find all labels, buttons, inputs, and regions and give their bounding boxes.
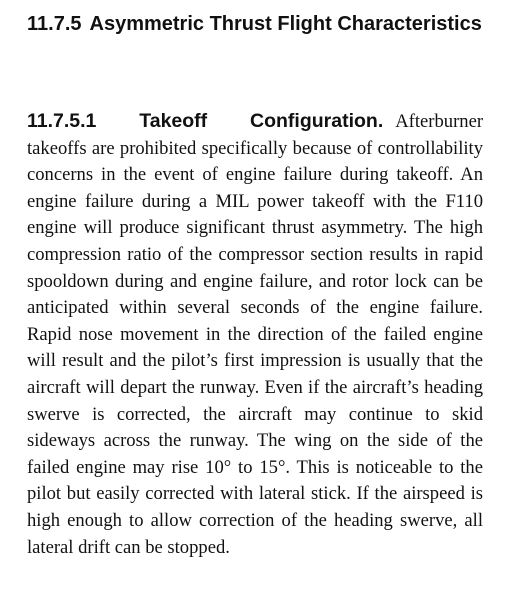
section-title: Asymmetric Thrust Flight Characteristics (89, 13, 482, 35)
subsection-title: Takeoff Configuration. (139, 110, 384, 132)
subsection-body: Afterburner takeoffs are prohibited specifically because of controllability concerns in the event of engine failure during takeoff. An engine failure during a MIL power takeoff with the F110 engine will produce significant thrust asymmetry. The high compression ratio of the compressor section results in rapid spooldown during and engine failure, and rotor lock can be anticipated within several seconds of the engine failure. Rapid nose movement in the direction of the failed engine will result and the pilot’s first impression is usually that the aircraft will depart the runway. Even if the aircraft’s heading swerve is corrected, the aircraft may continue to skid sideways across the runway. The wing on the side of the failed engine may rise 10° to 15°. This is noticeable to the pilot but easily corrected with lateral stick. If the airspeed is high enough to allow correction of the heading swerve, all lateral drift can be stopped. (27, 111, 484, 558)
section-heading (27, 12, 487, 37)
subsection-heading (27, 110, 383, 132)
subsection-number: 11.7.5.1 (27, 110, 97, 132)
section-number: 11.7.5 (27, 13, 82, 35)
subsection-paragraph (27, 108, 483, 561)
